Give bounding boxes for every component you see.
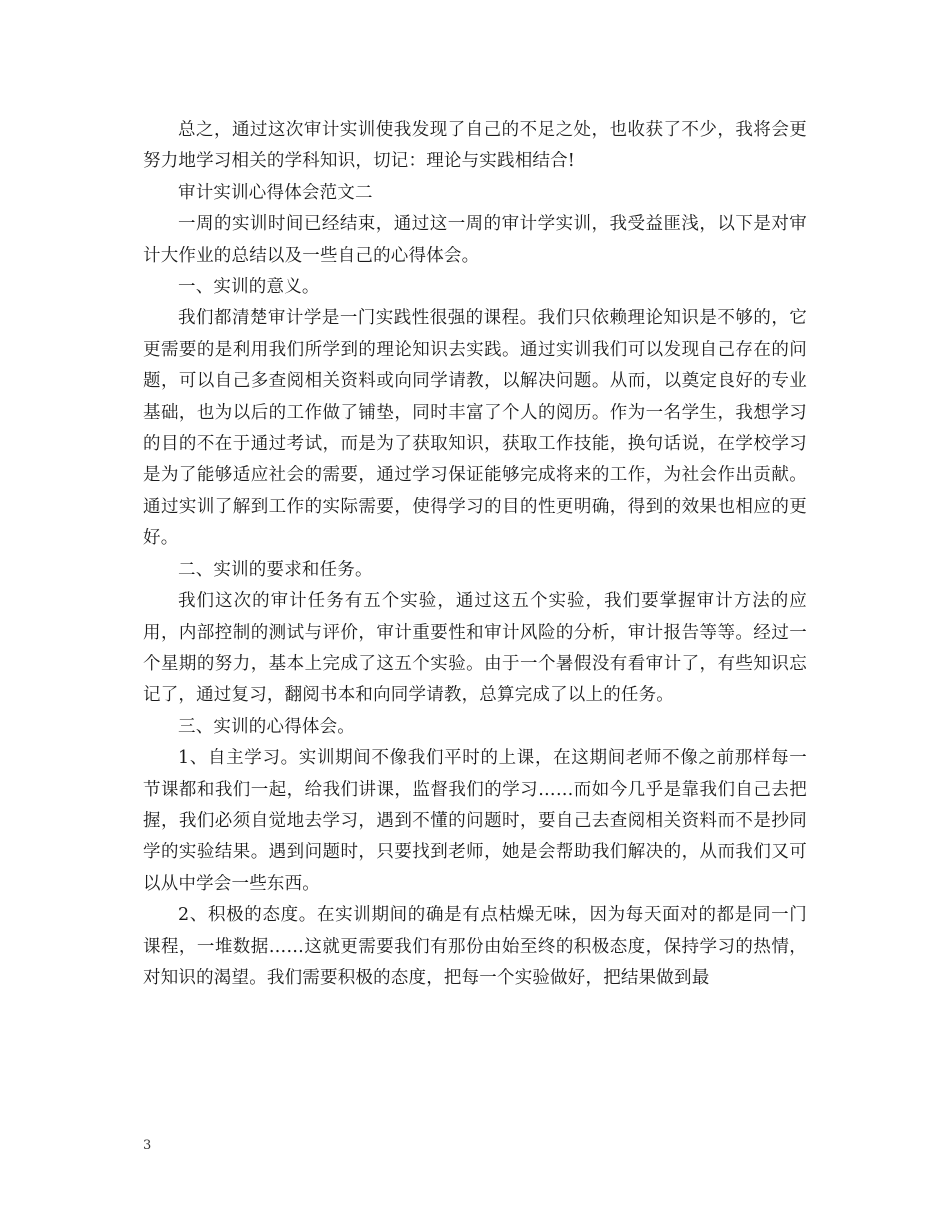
heading-significance: 一、实训的意义。: [178, 277, 320, 298]
paragraph-conclusion: 总之，通过这次审计实训使我发现了自己的不足之处，也收获了不少，我将会更努力地学习相关的学科知识，切记：理论与实践相结合!: [143, 120, 807, 172]
page-number: 3: [143, 1138, 152, 1153]
paragraph-significance: 我们都清楚审计学是一门实践性很强的课程。我们只依赖理论知识是不够的，它更需要的是利用我们所学到的理论知识去实践。通过实训我们可以发现自己存在的问题，可以自己多查阅相关资料或向同学请教，以解决问题。从而，以奠定良好的专业基础，也为以后的工作做了铺垫，同时丰富了个人的阅历。作为一名学生，我想学习的目的不在于通过考试，而是为了获取知识，获取工作技能，换句话说，在学校学习是为了能够适应社会的需要，通过学习保证能够完成将来的工作，为社会作出贡献。通过实训了解到工作的实际需要，使得学习的目的性更明确，得到的效果也相应的更好。: [143, 308, 807, 549]
heading-experience: 三、实训的心得体会。: [178, 716, 355, 737]
paragraph-intro: 一周的实训时间已经结束，通过这一周的审计学实训，我受益匪浅，以下是对审计大作业的总结以及一些自己的心得体会。: [143, 214, 807, 266]
document-body: [143, 115, 807, 994]
paragraph-positive-attitude: 2、积极的态度。在实训期间的确是有点枯燥无味，因为每天面对的都是同一门课程，一堆数据……这就更需要我们有那份由始至终的积极态度，保持学习的热情，对知识的渴望。我们需要积极的态度，把每一个实验做好，把结果做到最: [143, 905, 807, 988]
section-title-example-two: 审计实训心得体会范文二: [178, 182, 373, 203]
paragraph-self-study: 1、自主学习。实训期间不像我们平时的上课，在这期间老师不像之前那样每一节课都和我们一起，给我们讲课，监督我们的学习……而如今几乎是靠我们自己去把握，我们必须自觉地去学习，遇到不懂的问题时，要自己去查阅相关资料而不是抄同学的实验结果。遇到问题时，只要找到老师，她是会帮助我们解决的，从而我们又可以从中学会一些东西。: [143, 748, 807, 894]
heading-requirements: 二、实训的要求和任务。: [178, 559, 373, 580]
paragraph-requirements: 我们这次的审计任务有五个实验，通过这五个实验，我们要掌握审计方法的应用，内部控制的测试与评价，审计重要性和审计风险的分析，审计报告等等。经过一个星期的努力，基本上完成了这五个实验。由于一个暑假没有看审计了，有些知识忘记了，通过复习，翻阅书本和向同学请教，总算完成了以上的任务。: [143, 591, 807, 706]
